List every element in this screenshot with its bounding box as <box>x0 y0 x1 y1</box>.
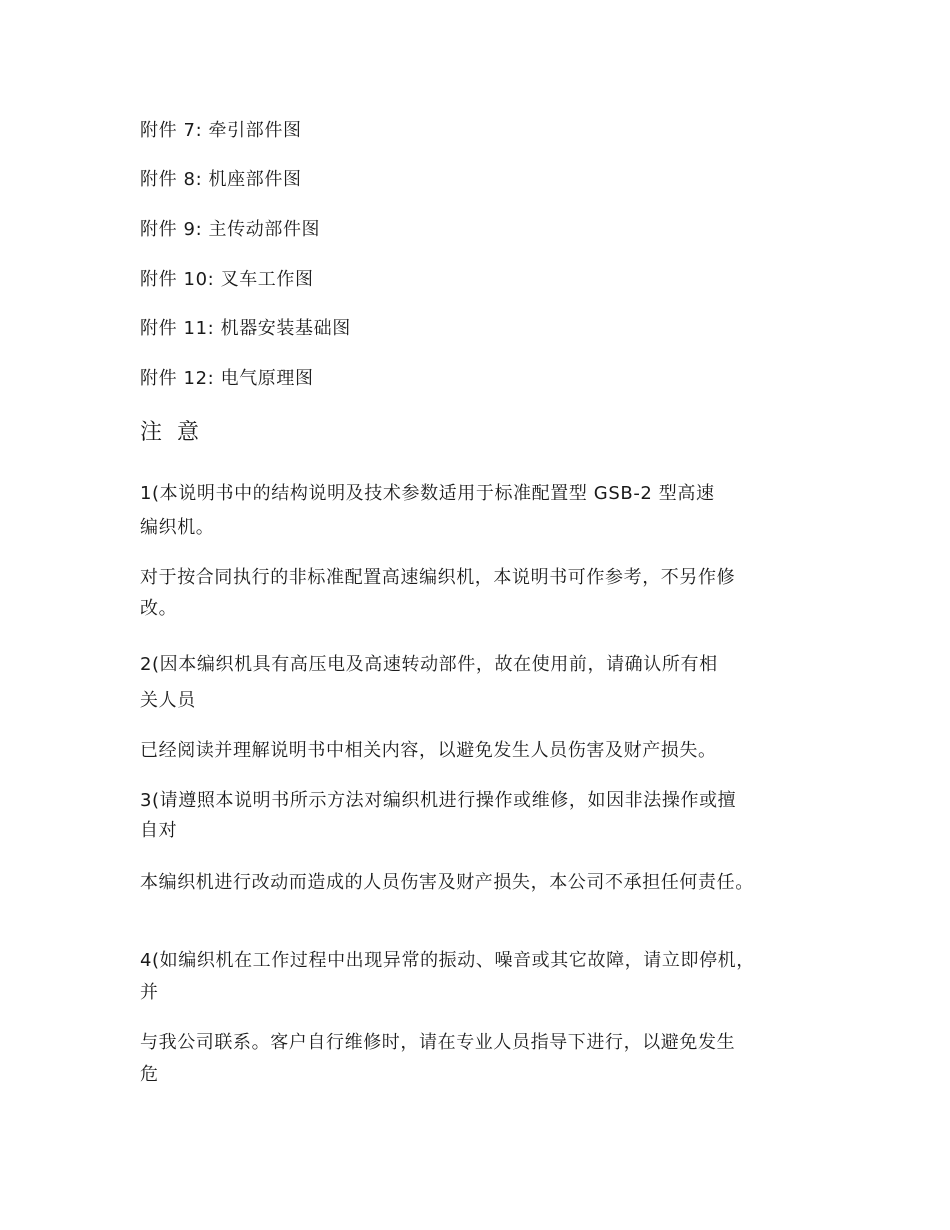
notice-line-9: 自对 <box>140 820 178 841</box>
attachment-10: 附件 10: 叉车工作图 <box>140 269 314 290</box>
notice-line-11: 4(如编织机在工作过程中出现异常的振动、噪音或其它故障，请立即停机， <box>140 950 755 971</box>
notice-line-10: 本编织机进行改动而造成的人员伤害及财产损失，本公司不承担任何责任。 <box>140 872 754 893</box>
attachment-11: 附件 11: 机器安装基础图 <box>140 318 351 339</box>
notice-line-13: 与我公司联系。客户自行维修时，请在专业人员指导下进行，以避免发生 <box>140 1032 736 1053</box>
attachment-9: 附件 9: 主传动部件图 <box>140 219 321 240</box>
attachment-7: 附件 7: 牵引部件图 <box>140 120 302 141</box>
attachment-12: 附件 12: 电气原理图 <box>140 368 314 389</box>
notice-line-6: 关人员 <box>140 690 196 711</box>
notice-heading: 注 意 <box>140 420 203 445</box>
notice-line-7: 已经阅读并理解说明书中相关内容，以避免发生人员伤害及财产损失。 <box>140 740 717 761</box>
notice-line-14: 危 <box>140 1064 159 1085</box>
notice-line-8: 3(请遵照本说明书所示方法对编织机进行操作或维修，如因非法操作或擅 <box>140 790 737 811</box>
notice-line-5: 2(因本编织机具有高压电及高速转动部件，故在使用前，请确认所有相 <box>140 654 718 675</box>
notice-line-4: 改。 <box>140 598 178 619</box>
notice-line-3: 对于按合同执行的非标准配置高速编织机，本说明书可作参考，不另作修 <box>140 567 736 588</box>
attachment-8: 附件 8: 机座部件图 <box>140 169 302 190</box>
notice-line-12: 并 <box>140 982 159 1003</box>
notice-line-2: 编织机。 <box>140 517 215 538</box>
notice-line-1: 1(本说明书中的结构说明及技术参数适用于标准配置型 GSB-2 型高速 <box>140 483 715 504</box>
document-page <box>140 0 830 1230</box>
